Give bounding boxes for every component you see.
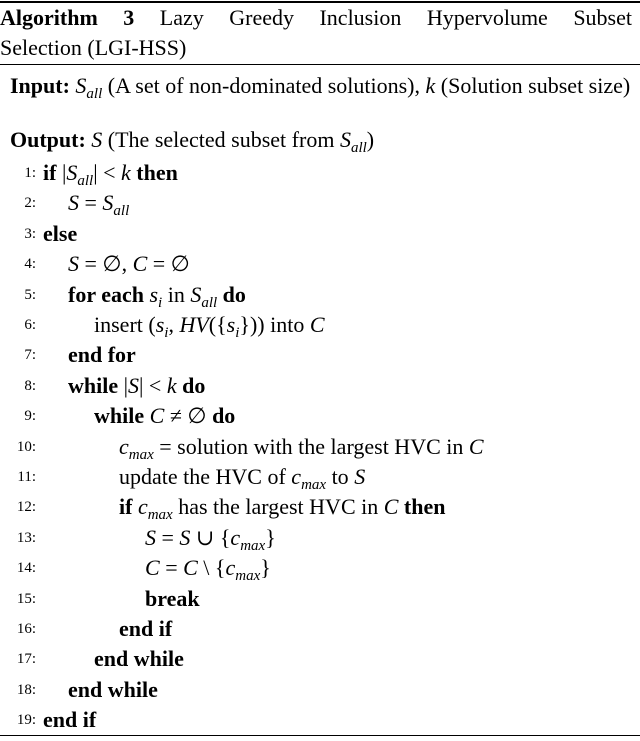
math-subscript: max: [301, 477, 327, 493]
keyword: if: [119, 494, 133, 520]
math-symbol: S: [179, 524, 191, 550]
math-symbol: s: [149, 281, 159, 307]
math-symbol: S: [91, 127, 103, 152]
math-subscript: max: [128, 446, 154, 463]
text-fragment: = ∅: [147, 251, 190, 277]
keyword: end if: [43, 707, 97, 733]
math-subscript: all: [350, 140, 367, 156]
math-symbol: C: [145, 555, 160, 581]
text-fragment: }: [265, 524, 276, 550]
math-subscript: max: [240, 537, 266, 554]
keyword: then: [398, 494, 446, 520]
math-symbol: k: [425, 73, 436, 98]
text-fragment: update the HVC of: [119, 464, 292, 489]
line-number: 2:: [24, 195, 36, 212]
math-symbol: S: [339, 127, 351, 152]
math-symbol: C: [149, 403, 165, 429]
line-text: [68, 675, 158, 705]
line-text: [68, 340, 136, 370]
line-text: [145, 584, 200, 614]
line-number: 5:: [24, 286, 36, 303]
line-number: 11:: [17, 469, 36, 485]
line-text: [68, 371, 205, 401]
text-fragment: |: [56, 160, 67, 185]
math-symbol: s: [155, 312, 165, 337]
keyword: else: [43, 220, 78, 246]
math-symbol: C: [383, 494, 399, 520]
algorithm-output: [10, 125, 632, 155]
algorithm-title-line1: [0, 3, 632, 33]
line-number: 10:: [16, 438, 36, 455]
math-subscript: all: [201, 294, 218, 311]
line-number: 14:: [16, 560, 36, 577]
text-fragment: (The selected subset from: [102, 127, 340, 152]
text-fragment: ≠ ∅: [164, 403, 213, 429]
line-number: 12:: [16, 499, 36, 516]
keyword: end while: [94, 646, 184, 672]
math-symbol: S: [75, 73, 87, 98]
line-text: [119, 432, 484, 462]
math-symbol: k: [121, 160, 131, 185]
line-text: [119, 614, 172, 644]
keyword: end while: [68, 676, 158, 702]
text-fragment: =: [79, 190, 103, 216]
math-symbol: C: [183, 555, 198, 581]
text-fragment: }: [260, 555, 271, 581]
math-symbol: S: [145, 524, 156, 550]
text-fragment: ({: [208, 312, 227, 337]
math-subscript: all: [86, 86, 103, 102]
output-label: Output:: [10, 127, 86, 152]
line-text: [94, 401, 235, 431]
math-symbol: S: [354, 464, 366, 489]
line-number: 18:: [16, 681, 36, 698]
text-fragment: | <: [93, 160, 122, 185]
keyword: do: [212, 403, 236, 429]
bottom-rule: [0, 735, 640, 736]
line-text: [94, 310, 325, 340]
keyword: do: [176, 372, 206, 398]
text-fragment: (Solution subset size): [435, 73, 631, 98]
math-symbol: s: [226, 312, 236, 337]
line-text: [68, 188, 129, 218]
line-text: [94, 644, 184, 674]
text-fragment: ∪ {: [190, 524, 231, 550]
text-fragment: })) into: [239, 312, 310, 337]
line-number: 7:: [24, 347, 36, 364]
algorithm-input: [10, 71, 640, 101]
line-number: 8:: [24, 377, 36, 394]
text-fragment: =: [159, 555, 184, 581]
math-subscript: all: [77, 173, 94, 189]
math-subscript: i: [164, 325, 169, 341]
line-text: [68, 280, 246, 310]
text-fragment: | <: [139, 372, 167, 398]
line-number: 15:: [16, 590, 36, 607]
math-subscript: max: [147, 507, 173, 524]
math-symbol: S: [190, 281, 202, 307]
title-rule: [0, 64, 640, 65]
math-subscript: all: [113, 203, 130, 220]
algorithm-label: Algorithm 3: [0, 5, 135, 30]
math-symbol: S: [102, 190, 114, 216]
line-text: [43, 158, 178, 188]
keyword: while: [68, 372, 119, 398]
keyword: break: [145, 585, 200, 611]
math-symbol: k: [166, 372, 177, 398]
line-number: 19:: [16, 712, 36, 729]
text-fragment: has the largest HVC in: [172, 494, 384, 520]
math-symbol: c: [137, 494, 148, 520]
text-fragment: (A set of non-dominated solutions),: [102, 73, 426, 98]
line-text: [68, 249, 190, 279]
input-label: Input:: [10, 73, 70, 98]
line-text: [119, 462, 365, 492]
text-fragment: =: [156, 524, 180, 550]
math-symbol: S: [128, 372, 140, 398]
text-fragment: = solution with the largest HVC in: [153, 433, 469, 459]
math-symbol: c: [230, 524, 241, 550]
line-number: 3:: [24, 225, 36, 242]
text-fragment: = ∅,: [79, 251, 133, 277]
line-text: [145, 553, 271, 583]
math-symbol: HV: [179, 312, 209, 337]
keyword: for each: [68, 281, 144, 307]
text-fragment: \ {: [197, 555, 226, 581]
line-text: [119, 492, 445, 522]
line-number: 13:: [16, 529, 36, 546]
math-symbol: c: [225, 555, 236, 581]
math-symbol: S: [68, 190, 79, 216]
math-symbol: c: [291, 464, 302, 489]
algorithm-title-text: Lazy Greedy Inclusion Hypervolume Subset: [159, 5, 632, 30]
line-number: 9:: [24, 408, 36, 425]
line-number: 16:: [16, 621, 36, 637]
keyword: do: [217, 281, 246, 307]
line-text: [145, 523, 276, 553]
text-fragment: to: [326, 464, 355, 489]
keyword: then: [130, 160, 178, 185]
math-subscript: i: [158, 294, 163, 311]
algorithm-title-line2: Selection (LGI-HSS): [0, 35, 187, 60]
text-fragment: ): [366, 127, 375, 152]
math-symbol: S: [68, 251, 79, 277]
keyword: if: [43, 160, 57, 185]
line-number: 6:: [24, 317, 36, 333]
line-number: 4:: [24, 256, 36, 273]
math-subscript: i: [235, 325, 240, 341]
math-symbol: C: [132, 251, 148, 277]
text-fragment: insert (: [94, 312, 156, 337]
keyword: while: [94, 403, 145, 429]
math-symbol: C: [468, 433, 484, 459]
text-fragment: in: [162, 281, 191, 307]
line-text: [43, 705, 96, 735]
text-fragment: ,: [168, 312, 180, 337]
math-symbol: c: [119, 433, 129, 459]
text-fragment: |: [118, 372, 129, 398]
keyword: end if: [119, 616, 173, 641]
line-text: [43, 219, 77, 249]
math-symbol: S: [66, 160, 78, 185]
math-symbol: C: [309, 312, 325, 337]
line-number: 17:: [16, 651, 36, 668]
math-subscript: max: [235, 568, 261, 585]
keyword: end for: [68, 342, 136, 368]
line-number: 1:: [24, 165, 36, 181]
